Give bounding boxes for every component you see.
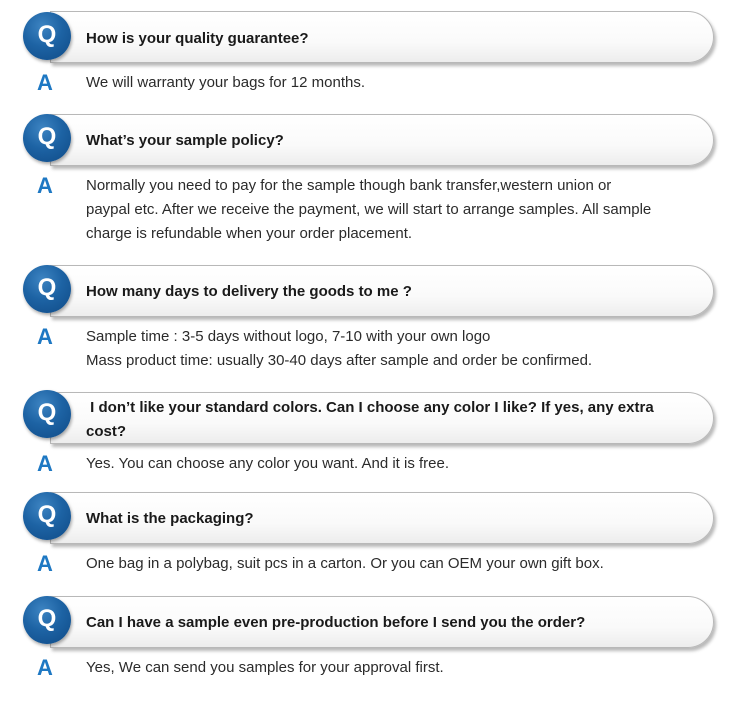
answer-badge-icon: A (37, 655, 53, 680)
question-text: I don’t like your standard colors. Can I choose any color I like? If yes, any extra cost? (86, 399, 654, 440)
answer-badge-icon: A (37, 324, 53, 349)
question-badge-icon: Q (23, 12, 71, 60)
answer-text: Normally you need to pay for the sample though bank transfer,western union or paypal etc. After we receive the payment, we will start to arrange samples. All sample charge is refundable when your order placement. (86, 177, 652, 242)
question-badge-icon: Q (23, 596, 71, 644)
question-badge-icon: Q (23, 114, 71, 162)
question-text: What’s your sample policy? (86, 132, 284, 149)
answer-badge-icon: A (37, 70, 53, 95)
answer-badge-icon: A (37, 173, 53, 198)
question-text: How many days to delivery the goods to me ? (86, 283, 412, 300)
question-badge-icon: Q (23, 390, 71, 438)
answer-text: We will warranty your bags for 12 months. (86, 74, 366, 91)
answer-text: Yes, We can send you samples for your approval first. (86, 659, 444, 676)
answer-badge-icon: A (37, 551, 53, 576)
question-badge-icon: Q (23, 265, 71, 313)
question-text: How is your quality guarantee? (86, 30, 309, 47)
question-text: What is the packaging? (86, 510, 254, 527)
answer-text: Sample time : 3-5 days without logo, 7-10 with your own logo Mass product time: usually 30-40 days after sample and order be confirmed. (86, 328, 593, 369)
answer-badge-icon: A (37, 451, 53, 476)
question-badge-icon: Q (23, 492, 71, 540)
answer-text: One bag in a polybag, suit pcs in a carton. Or you can OEM your own gift box. (86, 555, 604, 572)
answer-text: Yes. You can choose any color you want. And it is free. (86, 455, 450, 472)
question-text: Can I have a sample even pre-production before I send you the order? (86, 614, 586, 631)
